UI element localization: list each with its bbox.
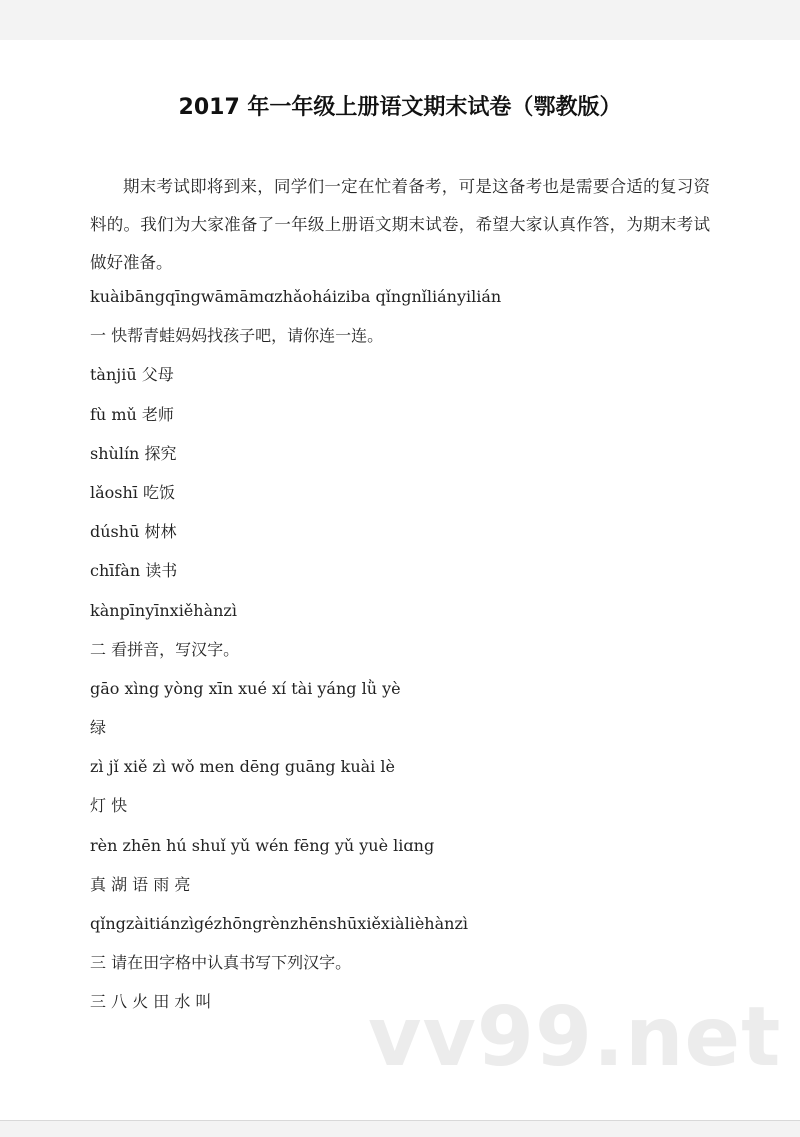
match-item: shùlín 探究 xyxy=(90,443,177,463)
page-title: 2017 年一年级上册语文期末试卷（鄂教版） xyxy=(178,95,622,120)
hanzi-line: 三 八 火 田 水 叫 xyxy=(90,992,212,1012)
match-item: fù mǔ 老师 xyxy=(90,404,174,424)
hanzi-line: 真 湖 语 雨 亮 xyxy=(90,874,191,894)
question-heading: 一 快帮青蛙妈妈找孩子吧，请你连一连。 xyxy=(90,326,384,346)
pinyin-line: kuàibāngqīngwāmāmɑzhǎoháiziba qǐngnǐliányilián xyxy=(90,287,502,306)
pinyin-line: qǐngzàitiánzìgézhōngrènzhēnshūxiěxiàlièhànzì xyxy=(90,914,468,933)
match-item: lǎoshī 吃饭 xyxy=(90,482,176,502)
question-heading: 二 看拼音，写汉字。 xyxy=(90,639,240,659)
pinyin-line: rèn zhēn hú shuǐ yǔ wén fēng yǔ yuè liɑng xyxy=(90,835,435,855)
pinyin-line: gāo xìng yòng xīn xué xí tài yáng lǜ yè xyxy=(90,678,401,698)
exam-content xyxy=(90,285,501,1030)
match-item: dúshū 树林 xyxy=(90,522,177,542)
watermark: vv99.net xyxy=(368,990,782,1085)
match-item: chīfàn 读书 xyxy=(90,561,178,581)
intro-paragraph: 期末考试即将到来，同学们一定在忙着备考，可是这备考也是需要合适的复习资料的。我们为大家准备了一年级上册语文期末试卷，希望大家认真作答，为期末考试做好准备。 xyxy=(90,177,710,272)
pinyin-line: zì jǐ xiě zì wǒ men dēng guāng kuài lè xyxy=(90,757,395,777)
match-item: tànjiū 父母 xyxy=(90,365,174,385)
question-heading: 三 请在田字格中认真书写下列汉字。 xyxy=(90,953,352,973)
hanzi-line: 灯 快 xyxy=(90,796,128,816)
pinyin-line: kànpīnyīnxiěhànzì xyxy=(90,600,237,620)
hanzi-line: 绿 xyxy=(90,718,107,738)
document-page xyxy=(0,40,800,1121)
